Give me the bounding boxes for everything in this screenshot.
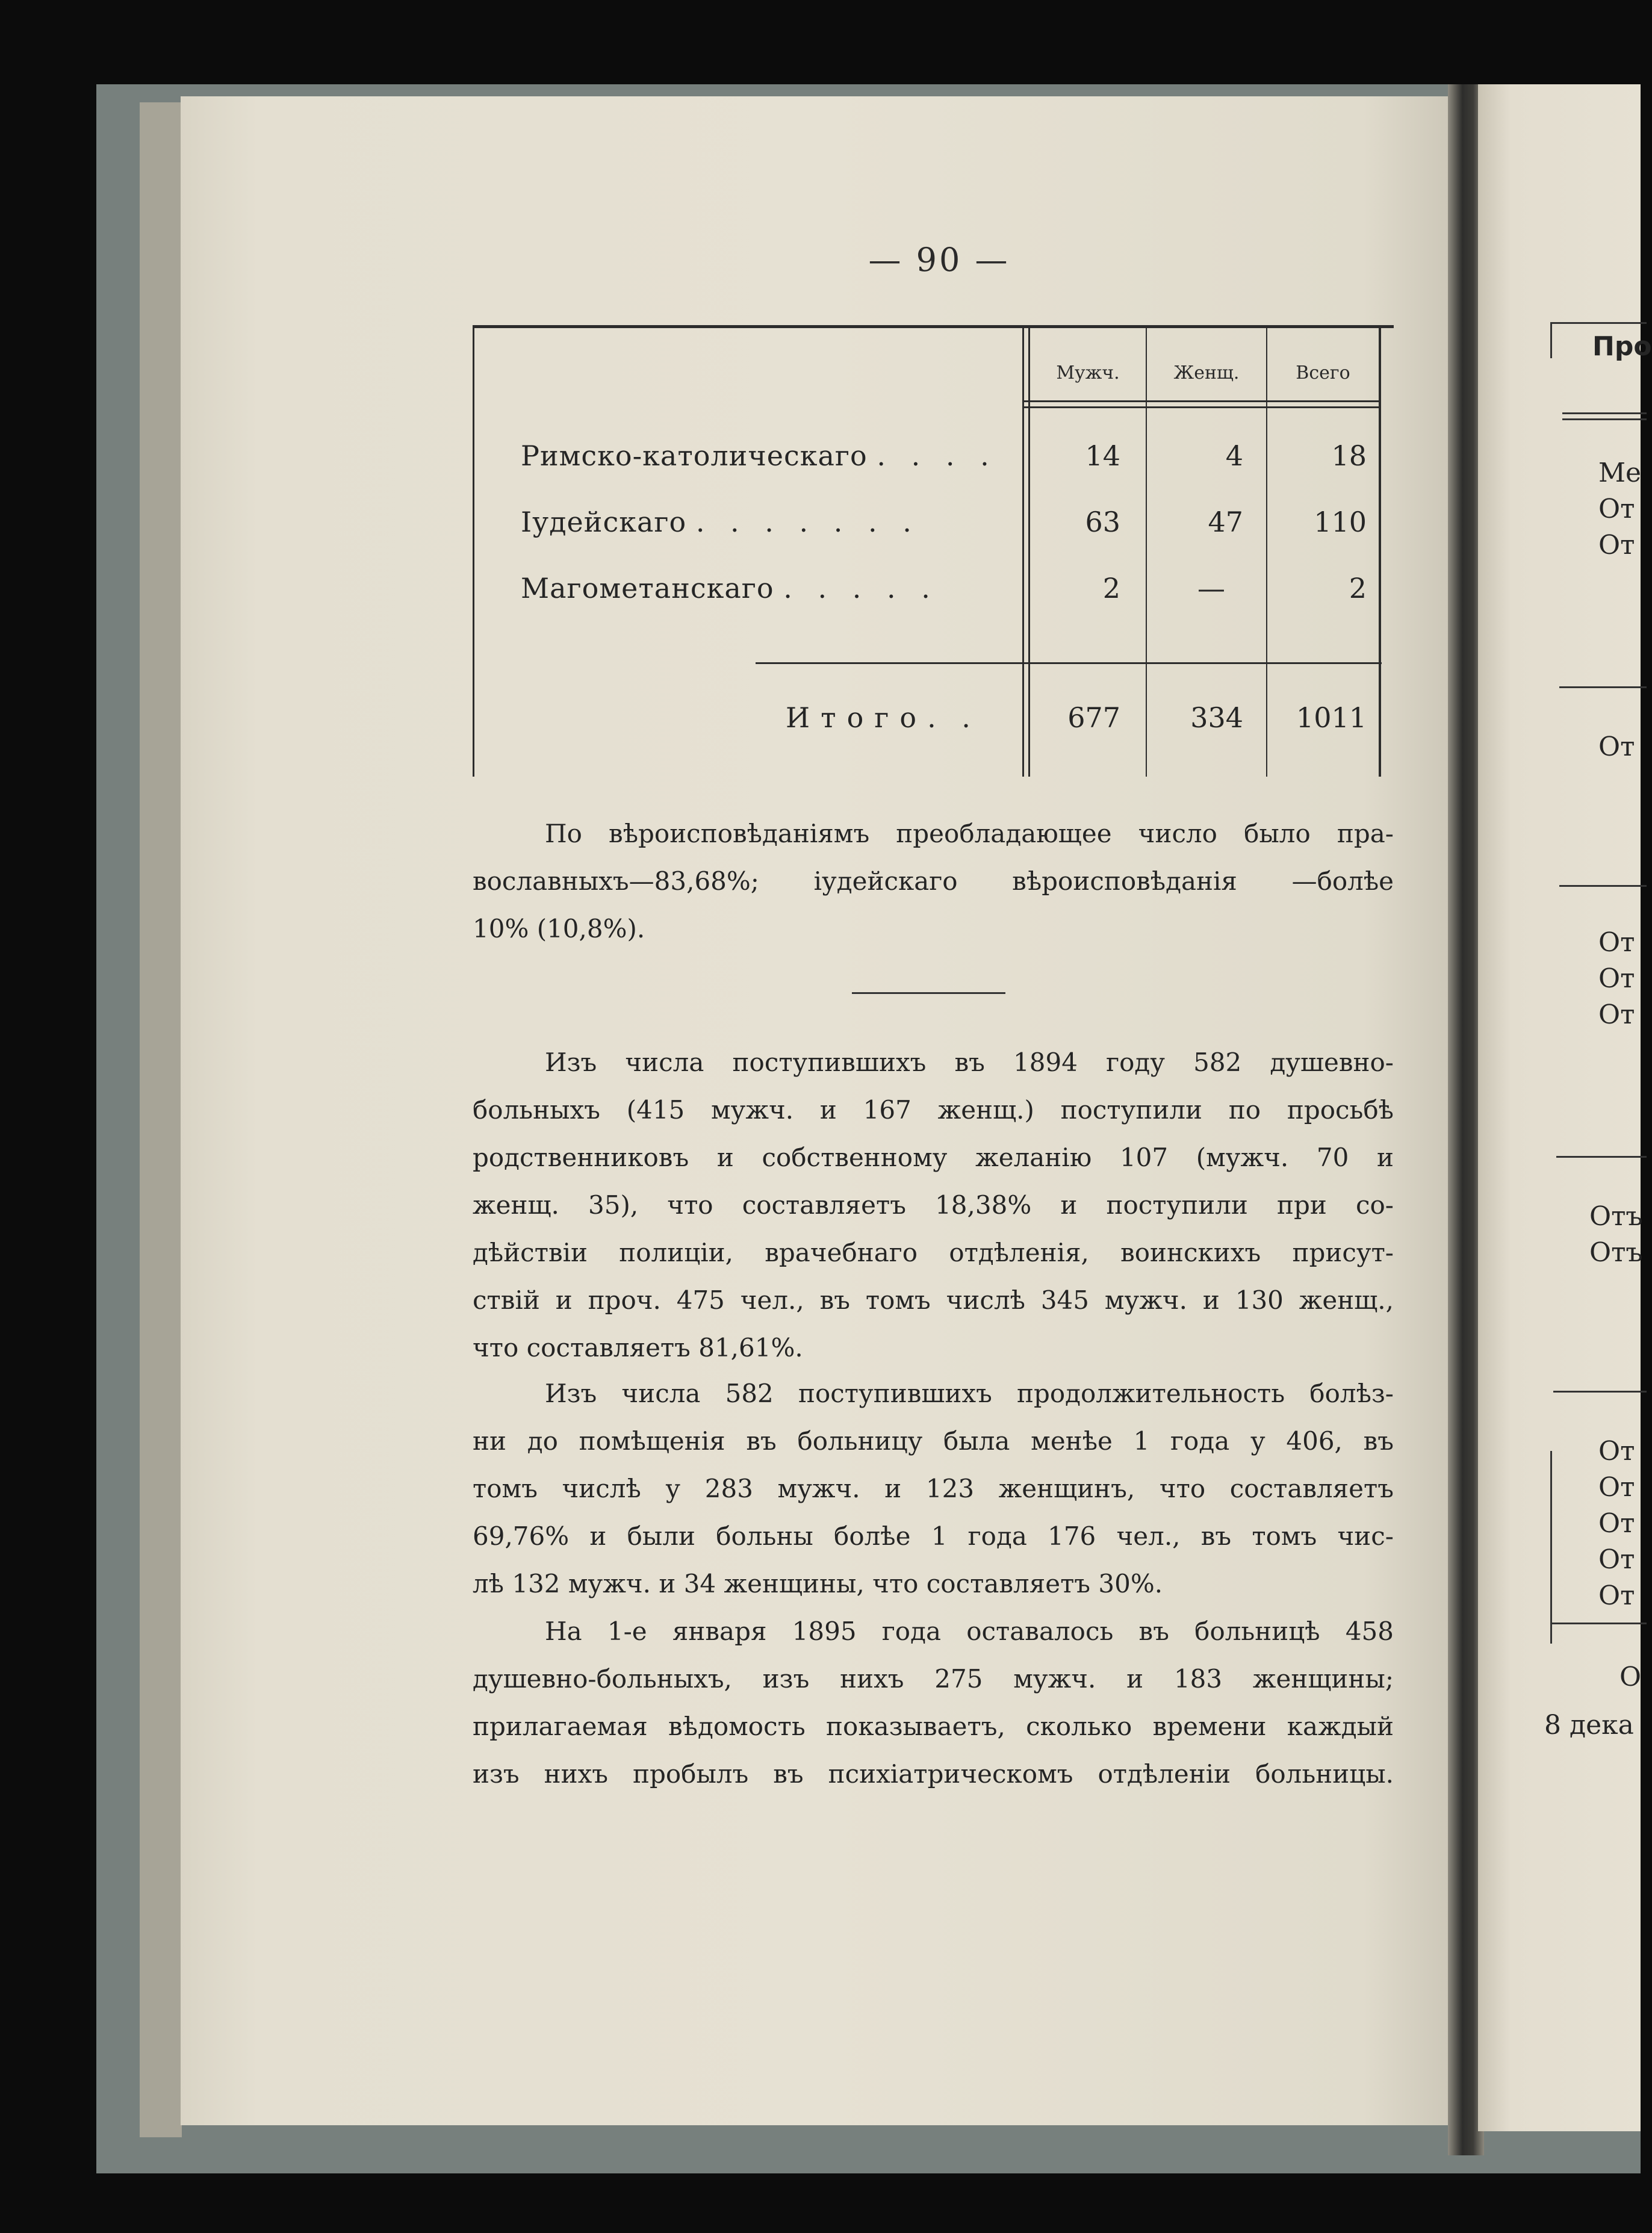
next-page-fragment: Отъ (1589, 1237, 1643, 1268)
next-page-fragment: От (1598, 927, 1635, 958)
next-page-fragment: От (1598, 999, 1635, 1030)
page-number: — 90 — (868, 241, 1010, 279)
next-page (1478, 84, 1652, 2131)
next-page-fragment: От (1598, 530, 1635, 561)
paragraph-religion (473, 810, 1394, 952)
row-name: Іудейскаго (521, 506, 687, 538)
table-row-label (521, 439, 998, 472)
table-top-rule (473, 325, 1394, 328)
next-page-rule (1562, 418, 1647, 420)
next-page-fragment: От (1598, 1472, 1635, 1503)
next-page-rule (1550, 1451, 1552, 1644)
header-women: Женщ. (1173, 362, 1240, 384)
text-line: томъ числѣ у 283 мужч. и 123 женщинъ, что составляетъ (473, 1474, 1394, 1503)
header-rule-double (1023, 406, 1379, 408)
paragraph-remaining (473, 1607, 1394, 1798)
next-page-fragment: От (1598, 731, 1635, 762)
next-page-rule (1559, 686, 1647, 688)
next-page-rule (1553, 1391, 1647, 1393)
next-page-fragment: От (1598, 1508, 1635, 1539)
section-divider (852, 992, 1005, 994)
next-page-fragment: От (1598, 494, 1635, 524)
next-page-fragment: Ме (1598, 458, 1642, 488)
row-name: Итого (786, 701, 928, 734)
leader-dots: . . . . (877, 439, 998, 472)
next-page-fragment: От (1598, 1544, 1635, 1575)
cell-men: 63 (1085, 506, 1120, 538)
leader-dots: . . (927, 701, 979, 734)
table-row-label (521, 572, 939, 604)
total-total: 1011 (1296, 701, 1367, 734)
table-row-label (521, 506, 920, 538)
next-page-rule (1550, 1623, 1647, 1624)
text-line: лѣ 132 мужч. и 34 женщины, что составляетъ 30%. (473, 1569, 1163, 1598)
header-total: Всего (1296, 362, 1350, 384)
next-page-rule (1559, 885, 1647, 887)
total-row-label (786, 701, 979, 734)
next-page-fragment: О (1619, 1662, 1642, 1692)
next-page-rule (1550, 322, 1552, 358)
text-line: вославныхъ—83,68%; іудейскаго вѣроисповѣданія —болѣе (473, 866, 1394, 896)
row-name: Магометанскаго (521, 572, 774, 604)
text-line: По вѣроисповѣданіямъ преобладающее число было пра- (545, 819, 1394, 848)
text-line: родственниковъ и собственному желанію 107 (мужч. 70 и (473, 1143, 1394, 1172)
table-left-rule (473, 325, 474, 777)
paragraph-duration (473, 1370, 1394, 1607)
text-line: На 1-е января 1895 года оставалось въ больницѣ 458 (545, 1617, 1394, 1646)
text-line: что составляетъ 81,61%. (473, 1333, 803, 1362)
total-rule (756, 662, 1382, 664)
next-page-fragment: От (1598, 963, 1635, 994)
next-page-rule (1562, 412, 1647, 414)
column-rule (1022, 325, 1024, 777)
cell-total: 110 (1314, 506, 1367, 538)
paragraph-admissions (473, 1039, 1394, 1371)
cell-women: — (1197, 572, 1225, 604)
next-page-fragment: От (1598, 1436, 1635, 1467)
religion-table (473, 325, 1394, 777)
header-men: Мужч. (1056, 362, 1120, 384)
text-line: женщ. 35), что составляетъ 18,38% и поступили при со- (473, 1190, 1394, 1220)
cell-women: 47 (1208, 506, 1243, 538)
next-page-rule (1550, 322, 1647, 324)
cell-men: 14 (1085, 439, 1120, 472)
text-line: больныхъ (415 мужч. и 167 женщ.) поступили по просьбѣ (473, 1095, 1394, 1125)
cell-total: 18 (1331, 439, 1367, 472)
next-page-rule (1556, 1156, 1647, 1158)
leader-dots: . . . . . . . (695, 506, 920, 538)
row-name: Римско-католическаго (521, 439, 868, 472)
text-line: душевно-больныхъ, изъ нихъ 275 мужч. и 183 женщины; (473, 1664, 1394, 1694)
next-page-fragment: От (1598, 1580, 1635, 1611)
total-women: 334 (1190, 701, 1243, 734)
next-page-fragment: 8 дека (1544, 1710, 1634, 1741)
cell-women: 4 (1225, 439, 1243, 472)
table-right-rule (1379, 325, 1381, 777)
text-line: изъ нихъ пробылъ въ психіатрическомъ отдѣленіи больницы. (473, 1759, 1394, 1789)
text-line: Изъ числа 582 поступившихъ продолжительность болѣз- (545, 1379, 1394, 1408)
text-line: 69,76% и были больны болѣе 1 года 176 чел., въ томъ чис- (473, 1521, 1394, 1551)
text-line: Изъ числа поступившихъ въ 1894 году 582 душевно- (545, 1048, 1394, 1077)
text-line: ни до помѣщенія въ больницу была менѣе 1 года у 406, въ (473, 1426, 1394, 1456)
page-edge (140, 102, 182, 2137)
header-rule (1023, 400, 1379, 402)
leader-dots: . . . . . (783, 572, 939, 604)
next-page-header: Про (1592, 331, 1652, 362)
text-line: дѣйствіи полиціи, врачебнаго отдѣленія, воинскихъ присут- (473, 1238, 1394, 1267)
next-page-fragment: Отъ (1589, 1201, 1643, 1232)
text-line: ствій и проч. 475 чел., въ томъ числѣ 345 мужч. и 130 женщ., (473, 1285, 1394, 1315)
text-line: 10% (10,8%). (473, 914, 645, 943)
cell-total: 2 (1349, 572, 1367, 604)
text-line: прилагаемая вѣдомость показываетъ, сколько времени каждый (473, 1712, 1394, 1741)
total-men: 677 (1067, 701, 1120, 734)
cell-men: 2 (1102, 572, 1120, 604)
